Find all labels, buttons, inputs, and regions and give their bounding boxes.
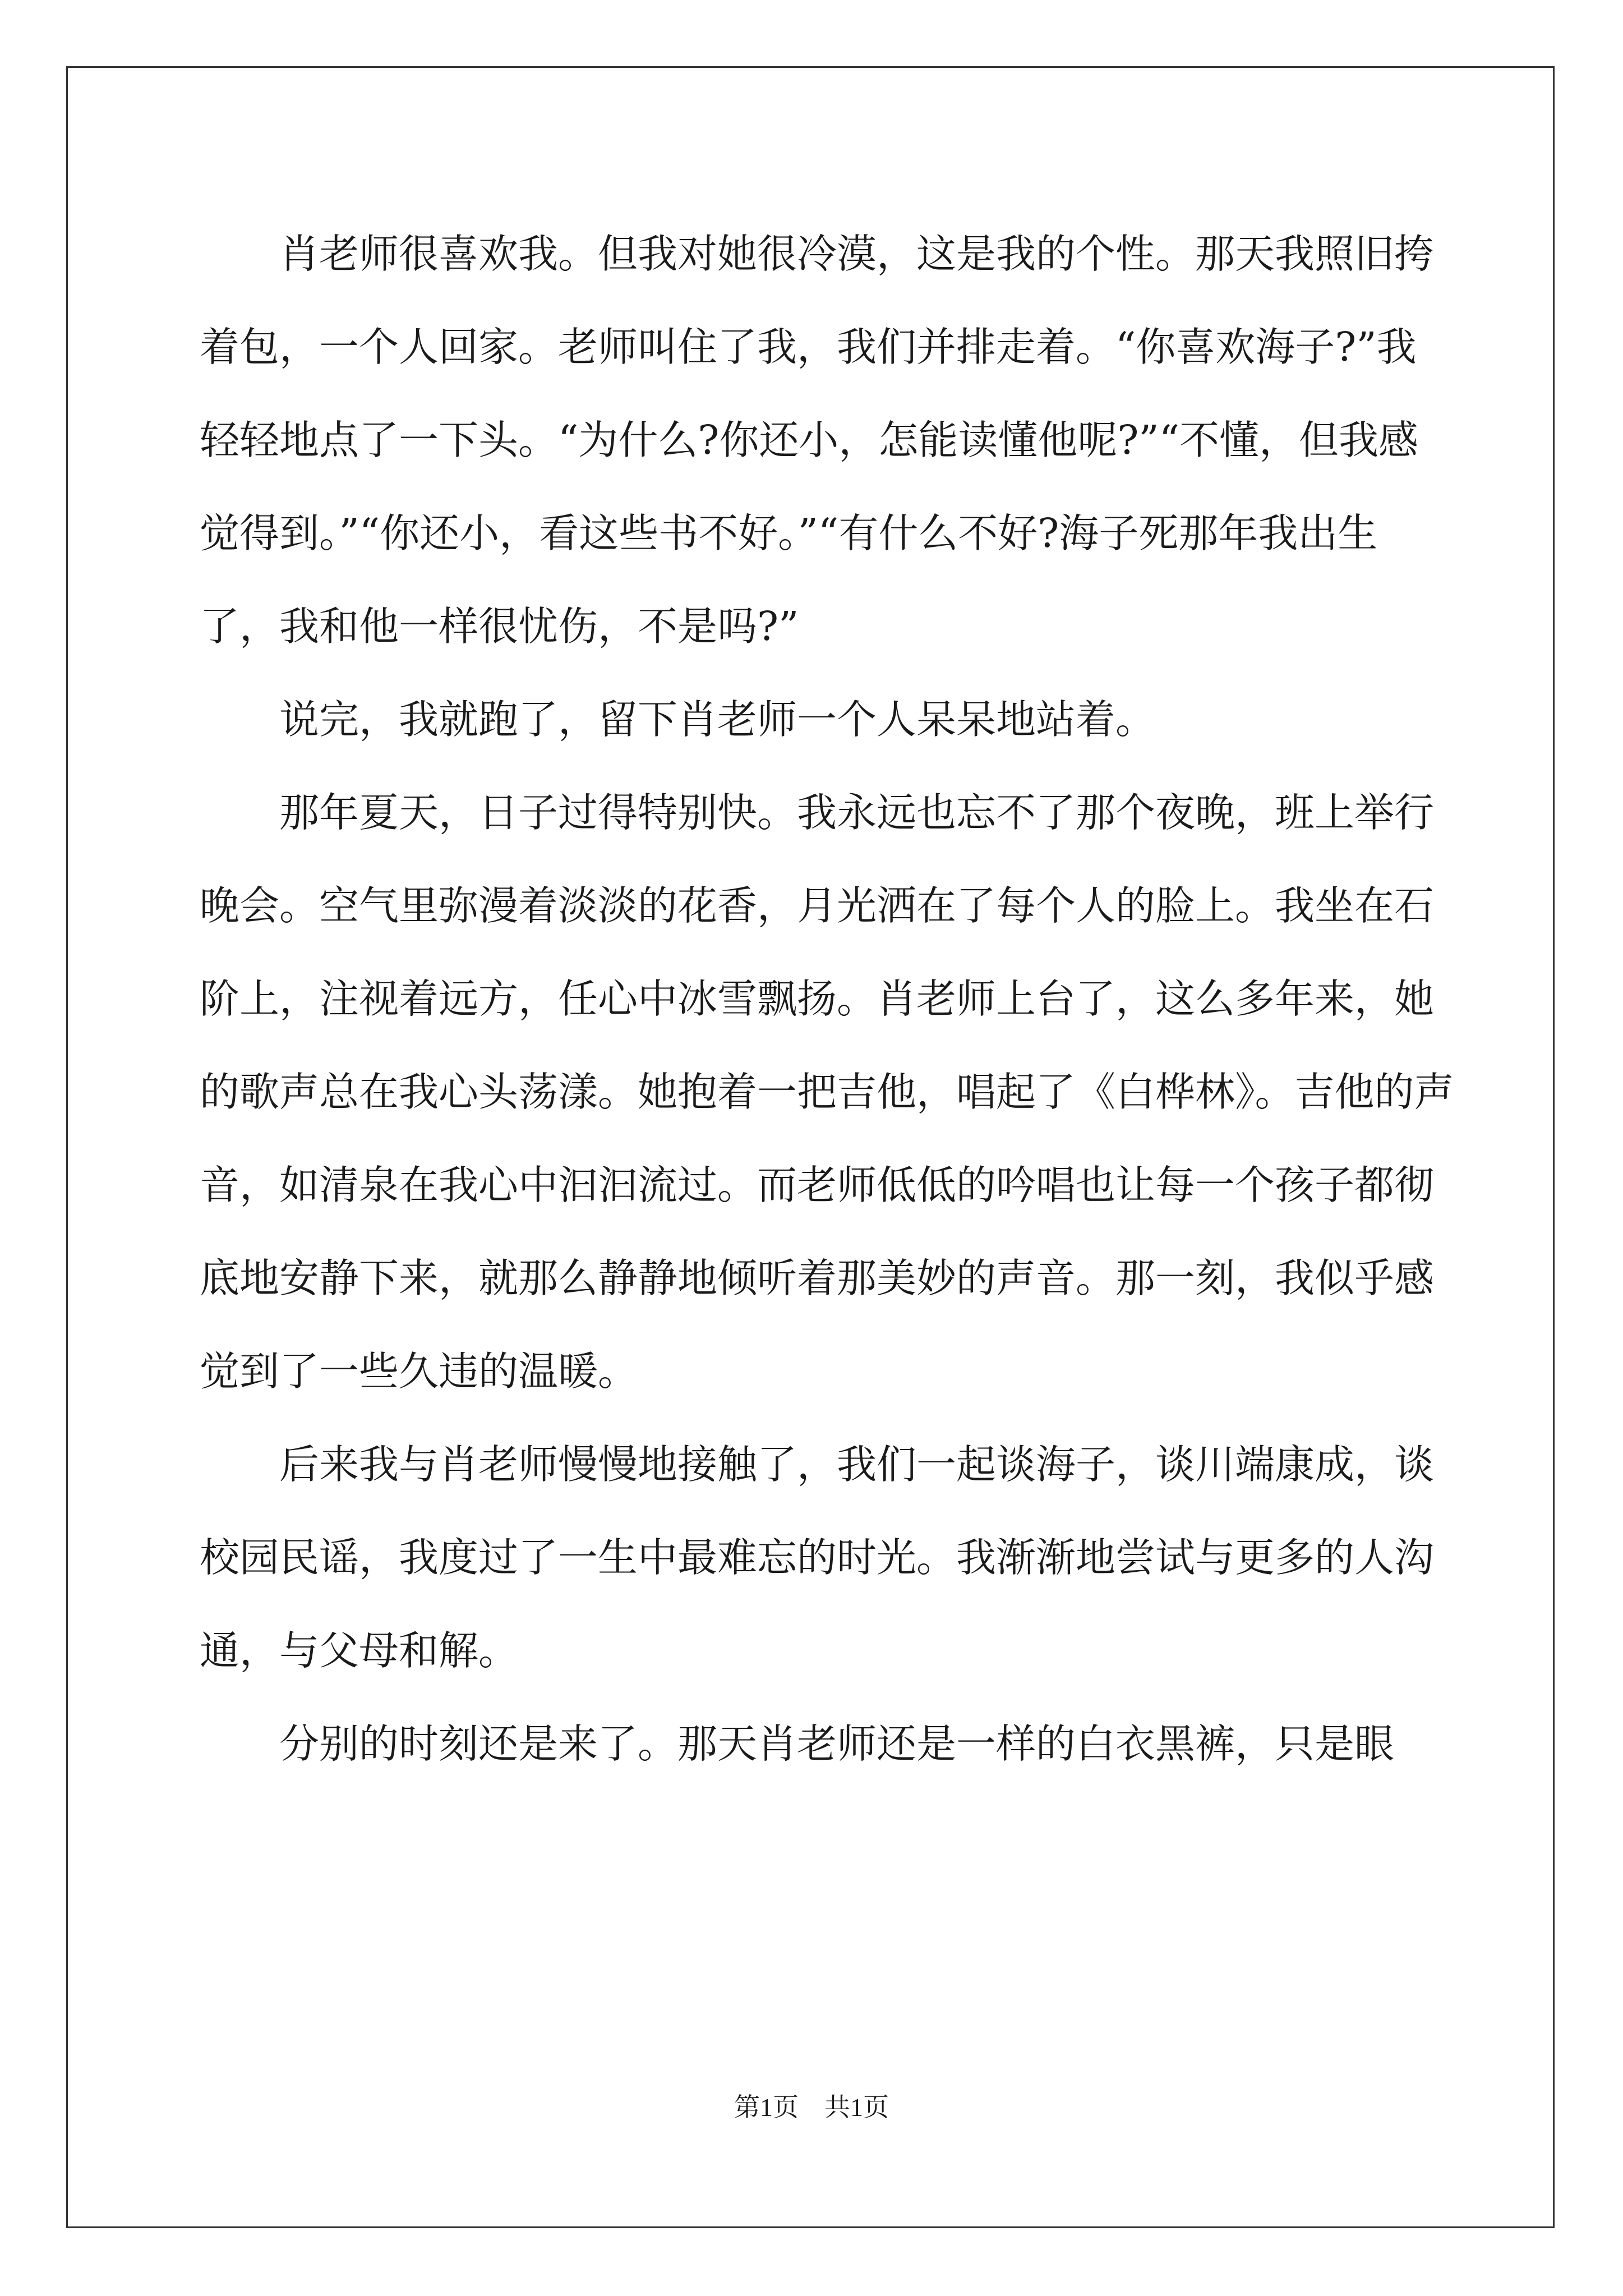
page-total: 共1页: [824, 2093, 889, 2122]
document-body: [200, 208, 1456, 1791]
paragraph-4: 后来我与肖老师慢慢地接触了，我们一起谈海子，谈川端康成，谈校园民谣，我度过了一生中最难忘的时光。我渐渐地尝试与更多的人沟通，与父母和解。: [200, 1441, 1435, 1674]
paragraph-1: 肖老师很喜欢我。但我对她很冷漠，这是我的个性。那天我照旧挎着包，一个人回家。老师叫住了我，我们并排走着。“你喜欢海子?”我轻轻地点了一下头。“为什么?你还小，怎能读懂他呢?”“不懂，但我感觉得到。”“你还小，看这些书不好。”“有什么不好?海子死那年我出生了，我和他一样很忧伤，不是吗?”: [200, 231, 1435, 650]
paragraph-2: 说完，我就跑了，留下肖老师一个人呆呆地站着。: [279, 696, 1156, 743]
paragraph-5: 分别的时刻还是来了。那天肖老师还是一样的白衣黑裤，只是眼: [279, 1720, 1395, 1767]
paragraph-3: 那年夏天，日子过得特别快。我永远也忘不了那个夜晚，班上举行晚会。空气里弥漫着淡淡的花香，月光洒在了每个人的脸上。我坐在石阶上，注视着远方，任心中冰雪飘扬。肖老师上台了，这么多年来，她的歌声总在我心头荡漾。她抱着一把吉他，唱起了《白桦林》。吉他的声音，如清泉在我心中汩汩流过。而老师低低的吟唱也让每一个孩子都彻底地安静下来，就那么静静地倾听着那美妙的声音。那一刻，我似乎感觉到了一些久违的温暖。: [200, 789, 1454, 1395]
page-number: 第1页: [734, 2093, 799, 2122]
page-footer: [0, 2087, 1623, 2124]
